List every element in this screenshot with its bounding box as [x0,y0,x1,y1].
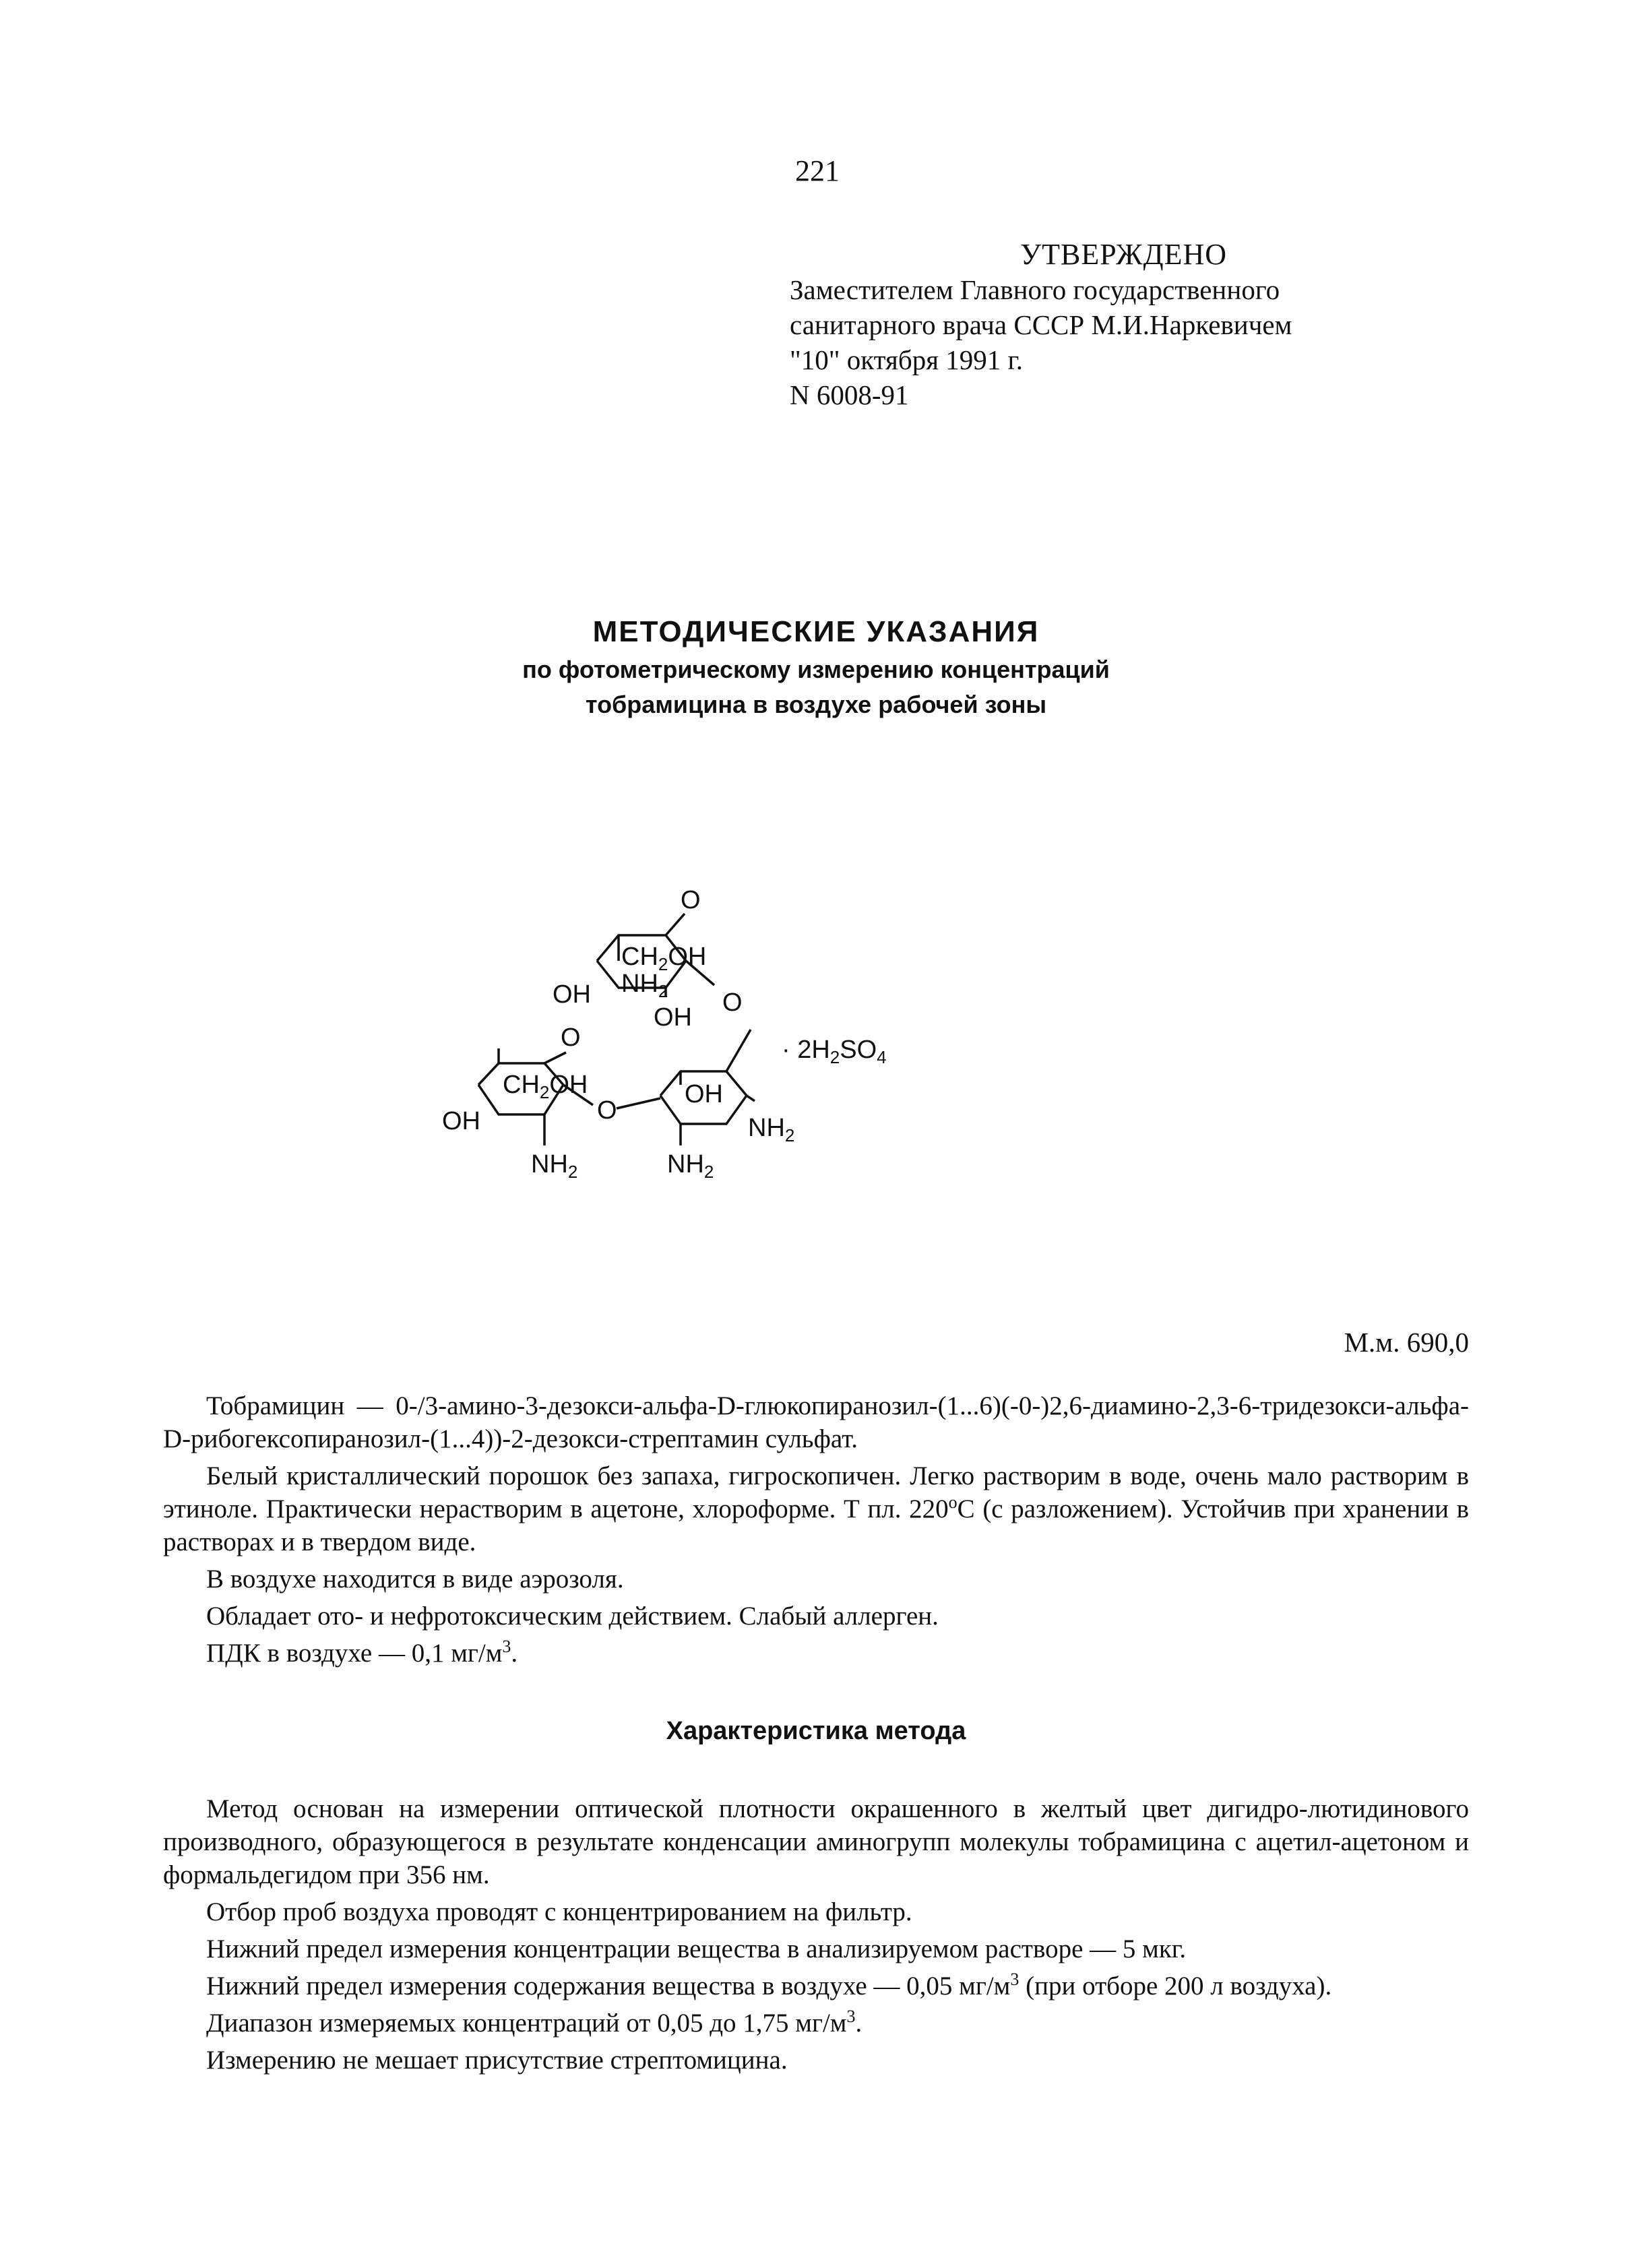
description-p1: Тобрамицин — 0-/3-амино-3-дезокси-альфа-D-глюкопиранозил-(1...6)(-0-)2,6-диамино-2,3-6-тридезокси-альфа-D-рибогексопиранозил-(1...4))-2-дезокси-стрептамин сульфат. [163,1391,1469,1453]
substance-description [163,1389,1469,1674]
method-p4: Нижний предел измерения содержания вещества в воздухе — 0,05 $мг/м^3$ (при отборе 200 л воздуха). [206,1970,1332,2001]
method-p1: Метод основан на измерении оптической плотности окрашенного в желтый цвет дигидро-лютидинового производного, образующегося в результате конденсации аминогрупп молекулы тобрамицина с ацетил-ацетоном и формальдегидом при 356 нм. [163,1794,1469,1889]
center-ring-oh: OH [685,1080,723,1108]
left-ring-o: O [561,1023,581,1052]
approval-line-2: санитарного врача СССР М.И.Наркевичем [790,309,1292,340]
description-p4: Обладает ото- и нефротоксическим действием. Слабый аллерген. [206,1602,939,1631]
description-p5: ПДК в воздухе — 0,1 $мг/м^3$. [206,1637,518,1668]
top-ring-oh-lower: OH [654,1003,692,1032]
description-p2: Белый кристаллический порошок без запаха, гигроскопичен. Легко растворим в воде, очень мало растворим в этиноле. Практически нерастворим в ацетоне, хлороформе. Т пл. 220$^o$С (с разложением). Устойчив при хранении в растворах и в твердом виде. [163,1461,1470,1556]
approval-block [790,237,1464,412]
method-heading: Характеристика метода [666,1717,966,1745]
approval-line-1: Заместителем Главного государственного [790,274,1280,305]
left-ring-oh: OH [442,1107,480,1135]
document-title [0,612,1632,722]
molar-mass: М.м. 690,0 [1344,1327,1469,1358]
approval-line-4: N 6008-91 [790,379,909,410]
structural-formula [431,836,1240,1294]
method-p3: Нижний предел измерения концентрации вещества в анализируемом растворе — 5 мкг. [206,1934,1187,1963]
left-ring-nh2: $NH_2$ [531,1150,578,1182]
top-ring-nh2: $NH_2$ [621,970,668,1001]
approval-line-3: "10" октября 1991 г. [790,344,1023,375]
center-ring-nh2-right: $NH_2$ [748,1114,795,1145]
bridge-o-right: O [722,988,743,1017]
title-sub-2: тобрамицина в воздухе рабочей зоны [585,691,1047,718]
approval-heading: УТВЕРЖДЕНО [1020,238,1228,271]
method-p5: Диапазон измеряемых концентраций от 0,05 до 1,75 $мг/м^3$. [206,2007,862,2038]
method-p2: Отбор проб воздуха проводят с концентрированием на фильтр. [206,1897,912,1926]
top-ring-o: O [681,886,701,914]
page-number: 221 [795,154,840,187]
glycosidic-bond-center [617,1098,660,1108]
top-ring-ch2oh: $CH_2OH$ [621,943,707,974]
title-main: МЕТОДИЧЕСКИЕ УКАЗАНИЯ [592,615,1040,648]
method-description [163,1792,1469,2081]
center-ring-nh2-bottom: $NH_2$ [667,1150,714,1182]
bridge-o-left: O [597,1096,617,1125]
glycosidic-bond-top [726,1030,751,1071]
title-sub-1: по фотометрическому измерению концентраций [522,656,1110,683]
sulfate-salt: · $2H_2SO_4$ [782,1036,887,1067]
left-ring-ch2oh: $CH_2OH$ [503,1071,588,1102]
description-p3: В воздухе находится в виде аэрозоля. [206,1565,624,1594]
top-ring-oh: OH [553,980,591,1009]
method-p6: Измерению не мешает присутствие стрептомицина. [206,2046,788,2075]
